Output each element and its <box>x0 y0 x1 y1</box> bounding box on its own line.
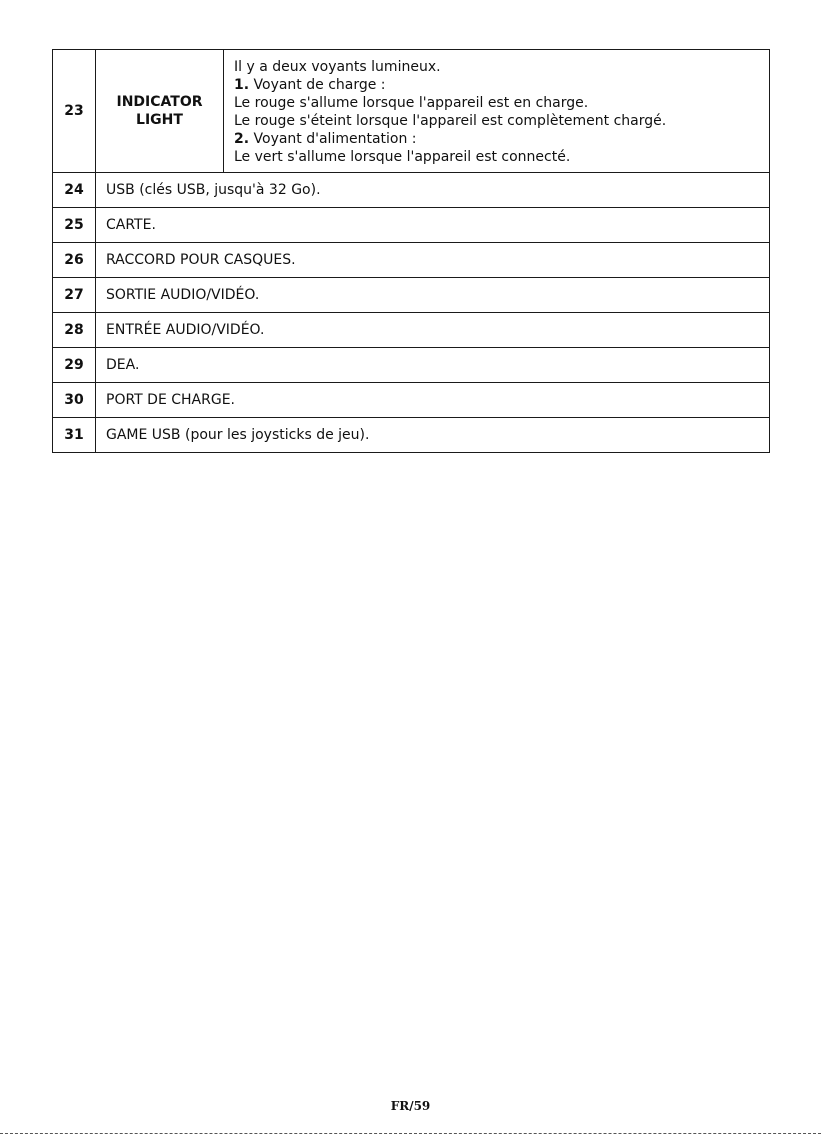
table-row-25 <box>53 208 770 243</box>
row-description: DEA. <box>96 348 770 383</box>
description-line: Il y a deux voyants lumineux. <box>234 59 441 75</box>
table-row-28 <box>53 313 770 348</box>
row-number: 27 <box>53 278 96 313</box>
description-line: Le rouge s'allume lorsque l'appareil est en charge. <box>234 95 589 111</box>
spec-table <box>52 49 770 453</box>
row-description: PORT DE CHARGE. <box>96 383 770 418</box>
spec-table-body <box>53 50 770 453</box>
description-line: 1. Voyant de charge : <box>234 77 386 93</box>
item-name-cell <box>96 50 224 173</box>
table-row-24 <box>53 173 770 208</box>
row-number: 28 <box>53 313 96 348</box>
row-number: 29 <box>53 348 96 383</box>
row-number: 23 <box>53 50 96 173</box>
page-number: FR/59 <box>390 1099 431 1113</box>
bottom-divider <box>0 1133 821 1134</box>
table-row-26 <box>53 243 770 278</box>
item-description-cell <box>224 50 770 173</box>
row-description: USB (clés USB, jusqu'à 32 Go). <box>96 173 770 208</box>
row-number: 25 <box>53 208 96 243</box>
row-description: CARTE. <box>96 208 770 243</box>
table-row-31 <box>53 418 770 453</box>
table-row-29 <box>53 348 770 383</box>
row-number: 26 <box>53 243 96 278</box>
description-line: Le vert s'allume lorsque l'appareil est connecté. <box>234 149 571 165</box>
row-number: 30 <box>53 383 96 418</box>
row-description: ENTRÉE AUDIO/VIDÉO. <box>96 313 770 348</box>
row-description: GAME USB (pour les joysticks de jeu). <box>96 418 770 453</box>
row-number: 31 <box>53 418 96 453</box>
description-line: Le rouge s'éteint lorsque l'appareil est complètement chargé. <box>234 113 667 129</box>
description-line: 2. Voyant d'alimentation : <box>234 131 417 147</box>
table-row-23 <box>53 50 770 173</box>
row-number: 24 <box>53 173 96 208</box>
table-row-30 <box>53 383 770 418</box>
row-description: SORTIE AUDIO/VIDÉO. <box>96 278 770 313</box>
item-name-line: INDICATOR <box>116 94 203 110</box>
item-name-line: LIGHT <box>136 112 183 128</box>
row-description: RACCORD POUR CASQUES. <box>96 243 770 278</box>
table-row-27 <box>53 278 770 313</box>
